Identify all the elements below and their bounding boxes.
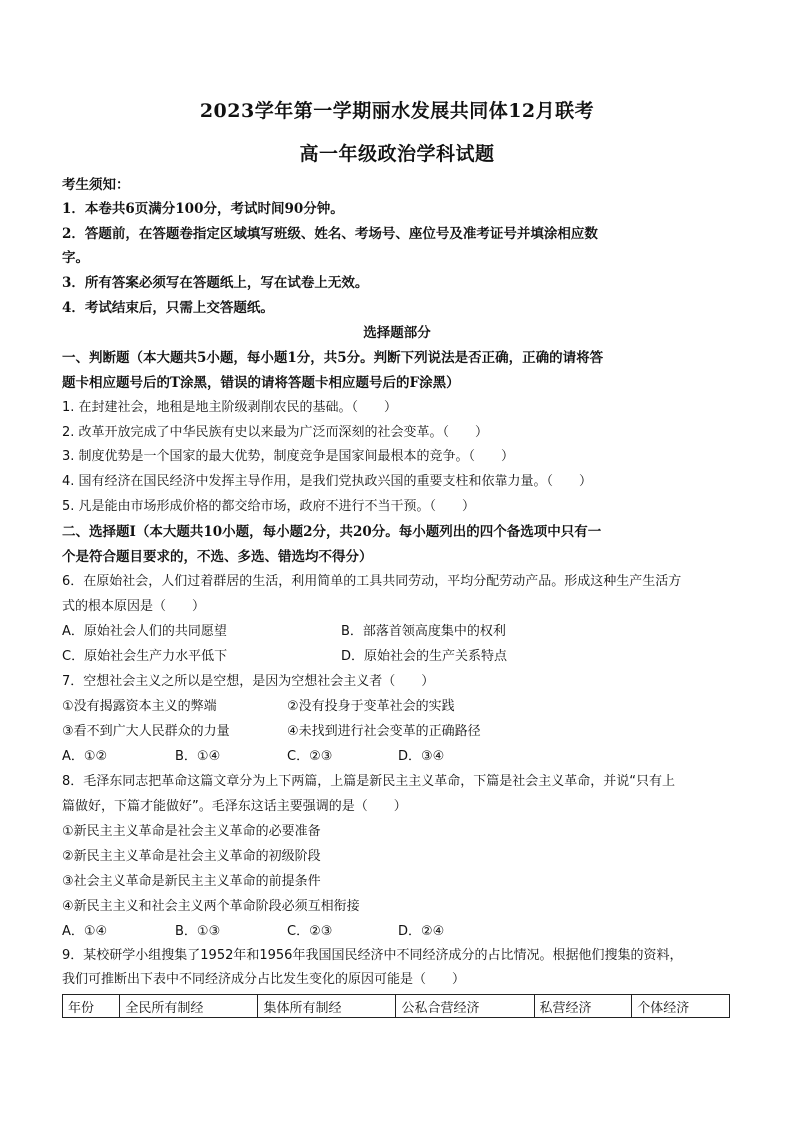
notice-item-4: 4．考试结束后，只需上交答题纸。 [62, 300, 274, 316]
question-8-statement-1: ①新民主主义革命是社会主义革命的必要准备 [62, 824, 321, 839]
question-7-option-d: D．③④ [398, 749, 445, 764]
table-header-cell: 集体所有制经 [258, 995, 396, 1018]
question-6-stem-cont: 式的根本原因是（ ） [62, 599, 206, 614]
economy-table [62, 994, 730, 1018]
question-8-statement-2: ②新民主主义革命是社会主义革命的初级阶段 [62, 849, 321, 864]
notice-item-1: 1．本卷共6页满分100分，考试时间90分钟。 [62, 201, 344, 217]
question-8-stem: 8．毛泽东同志把革命这篇文章分为上下两篇，上篇是新民主主义革命，下篇是社会主义革命，并说“只有上 [62, 774, 676, 789]
question-8-stem-cont: 篇做好，下篇才能做好”。毛泽东这话主要强调的是（ ） [62, 799, 407, 814]
question-6-option-a: A．原始社会人们的共同愿望 [62, 624, 227, 639]
question-7-stem: 7．空想社会主义之所以是空想，是因为空想社会主义者（ ） [62, 674, 435, 689]
tf-question-2: 2. 改革开放完成了中华民族有史以来最为广泛而深刻的社会变革。（ ） [62, 425, 489, 440]
question-9-stem-cont: 我们可推断出下表中不同经济成分占比发生变化的原因可能是（ ） [62, 972, 466, 987]
tf-question-4: 4. 国有经济在国民经济中发挥主导作用，是我们党执政兴国的重要支柱和依靠力量。（ ） [62, 474, 593, 489]
tf-question-3: 3. 制度优势是一个国家的最大优势，制度竞争是国家间最根本的竞争。（ ） [62, 449, 515, 464]
tf-question-5: 5. 凡是能由市场形成价格的都交给市场，政府不进行不当干预。（ ） [62, 499, 476, 514]
notice-heading: 考生须知： [62, 177, 130, 193]
question-8-option-b: B．①③ [175, 924, 221, 939]
table-header-cell: 个体经济 [632, 995, 730, 1018]
question-7-statement-2: ②没有投身于变革社会的实践 [287, 699, 455, 714]
table-header-row [63, 995, 730, 1018]
question-8-option-d: D．②④ [398, 924, 445, 939]
table-header-cell: 私营经济 [534, 995, 632, 1018]
question-8-option-c: C．②③ [287, 924, 333, 939]
question-9-stem: 9．某校研学小组搜集了1952年和1956年我国国民经济中不同经济成分的占比情况。根据他们搜集的资料， [62, 948, 683, 963]
exam-subtitle: 高一年级政治学科试题 [299, 143, 495, 165]
part2-heading: 二、选择题Ⅰ（本大题共10小题，每小题2分，共20分。每小题列出的四个备选项中只有一 [62, 524, 602, 540]
part1-heading-cont: 题卡相应题号后的T涂黑，错误的请将答题卡相应题号后的F涂黑） [62, 375, 460, 391]
question-6-option-c: C．原始社会生产力水平低下 [62, 649, 228, 664]
table-header-cell: 公私合营经济 [396, 995, 534, 1018]
question-6-option-d: D．原始社会的生产关系特点 [341, 649, 508, 664]
question-6-stem: 6．在原始社会，人们过着群居的生活，利用简单的工具共同劳动，平均分配劳动产品。形成这种生产生活方 [62, 574, 682, 589]
question-7-statement-4: ④未找到进行社会变革的正确路径 [287, 724, 481, 739]
question-6-option-b: B．部落首领高度集中的权利 [341, 624, 506, 639]
question-7-statement-3: ③看不到广大人民群众的力量 [62, 724, 230, 739]
table-header-cell: 年份 [63, 995, 120, 1018]
section-label: 选择题部分 [363, 325, 431, 341]
tf-question-1: 1. 在封建社会，地租是地主阶级剥削农民的基础。（ ） [62, 400, 398, 415]
notice-item-2: 2．答题前，在答题卷指定区域填写班级、姓名、考场号、座位号及准考证号并填涂相应数 [62, 226, 598, 242]
notice-item-2-cont: 字。 [62, 250, 89, 266]
exam-title: 2023学年第一学期丽水发展共同体12月联考 [199, 100, 595, 122]
notice-item-3: 3．所有答案必须写在答题纸上，写在试卷上无效。 [62, 275, 369, 291]
question-7-statement-1: ①没有揭露资本主义的弊端 [62, 699, 217, 714]
part2-heading-cont: 个是符合题目要求的，不选、多选、错选均不得分） [62, 549, 373, 565]
question-7-option-c: C．②③ [287, 749, 333, 764]
question-7-option-a: A．①② [62, 749, 108, 764]
part1-heading: 一、判断题（本大题共5小题，每小题1分，共5分。判断下列说法是否正确，正确的请将答 [62, 350, 604, 366]
table-header-cell: 全民所有制经 [120, 995, 258, 1018]
question-8-statement-3: ③社会主义革命是新民主主义革命的前提条件 [62, 874, 321, 889]
question-7-option-b: B．①④ [175, 749, 221, 764]
question-8-option-a: A．①④ [62, 924, 108, 939]
question-8-statement-4: ④新民主主义和社会主义两个革命阶段必须互相衔接 [62, 899, 360, 914]
